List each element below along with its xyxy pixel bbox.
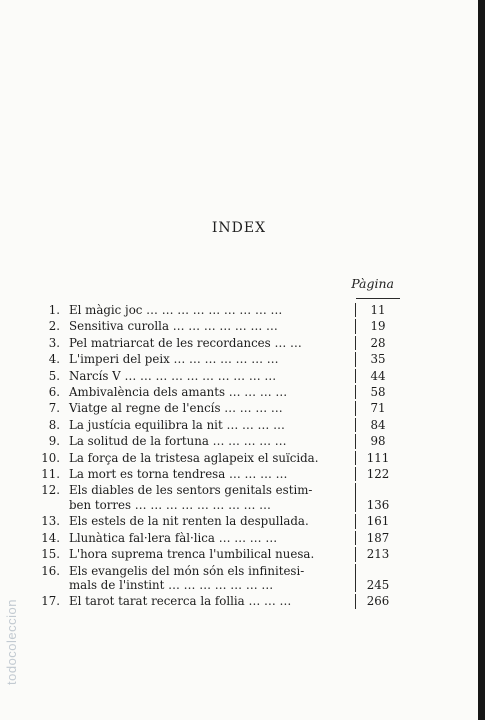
header-rule xyxy=(356,298,400,299)
entry-page-number xyxy=(355,467,400,481)
entry-title xyxy=(66,564,355,593)
page-number-text: 19 xyxy=(370,319,386,334)
entry-title xyxy=(66,531,355,545)
entry-page-number xyxy=(355,336,400,350)
page-number-text: 84 xyxy=(370,417,386,432)
entry-title-line: L'hora suprema trenca l'umbilical nuesa. xyxy=(69,547,315,562)
toc-entry xyxy=(30,351,400,367)
entry-page-number xyxy=(355,547,400,561)
toc-entry xyxy=(30,530,400,546)
entry-number: 11. xyxy=(41,467,60,482)
entry-title xyxy=(66,451,355,465)
toc-entry xyxy=(30,400,400,416)
entry-title-line: ben torres … … … … … … … … … xyxy=(69,497,271,512)
entry-number: 14. xyxy=(41,530,60,545)
entry-page-number xyxy=(355,352,400,366)
entry-title xyxy=(66,319,355,333)
entry-title-line: La justícia equilibra la nit … … … … xyxy=(69,417,285,432)
toc-entry xyxy=(30,417,400,433)
table-of-contents xyxy=(30,302,400,610)
entry-number: 9. xyxy=(48,434,60,449)
entry-title xyxy=(66,547,355,561)
entry-number: 15. xyxy=(41,547,60,562)
entry-title xyxy=(66,385,355,399)
entry-page-number xyxy=(355,594,400,608)
entry-page-number xyxy=(355,531,400,545)
entry-title-line: La força de la tristesa aglapeix el suïcida. xyxy=(69,450,319,465)
entry-title xyxy=(66,467,355,481)
entry-title xyxy=(66,352,355,366)
page-number-text: 161 xyxy=(366,514,390,529)
page-column-header: Pàgina xyxy=(351,276,394,291)
entry-title-line: Sensitiva curolla … … … … … … … xyxy=(69,319,278,334)
page-number-text: 98 xyxy=(370,434,386,449)
entry-page-number xyxy=(355,451,400,465)
toc-entry xyxy=(30,318,400,334)
entry-number: 4. xyxy=(48,352,60,367)
page-number-text: 28 xyxy=(370,335,386,350)
entry-number: 2. xyxy=(48,319,60,334)
page-title: INDEX xyxy=(211,220,267,236)
entry-title-line: Pel matriarcat de les recordances … … xyxy=(69,335,302,350)
entry-title xyxy=(66,434,355,448)
entry-title-line: El tarot tarat recerca la follia … … … xyxy=(69,594,292,609)
toc-entry xyxy=(30,593,400,609)
toc-entry xyxy=(30,563,400,594)
entry-number: 3. xyxy=(48,335,60,350)
toc-entry xyxy=(30,466,400,482)
toc-entry xyxy=(30,450,400,466)
entry-number: 12. xyxy=(41,483,60,498)
page-number-text: 111 xyxy=(366,450,390,465)
toc-entry xyxy=(30,513,400,529)
page-number-text: 187 xyxy=(366,530,390,545)
entry-page-number xyxy=(355,514,400,528)
entry-title-line: mals de l'instint … … … … … … … xyxy=(69,577,274,592)
entry-title-line: La mort es torna tendresa … … … … xyxy=(69,467,288,482)
entry-title-line: La solitud de la fortuna … … … … … xyxy=(69,434,287,449)
entry-number: 13. xyxy=(41,514,60,529)
entry-page-number xyxy=(355,483,400,512)
entry-title xyxy=(66,418,355,432)
entry-page-number xyxy=(355,369,400,383)
entry-title xyxy=(66,594,355,608)
page-number-text: 245 xyxy=(366,577,390,592)
entry-title-line: L'imperi del peix … … … … … … … xyxy=(69,352,279,367)
entry-title-line: Els estels de la nit renten la despullada. xyxy=(69,514,309,529)
entry-title-line: Narcís V … … … … … … … … … … xyxy=(69,368,277,383)
toc-entry xyxy=(30,433,400,449)
page-number-text: 213 xyxy=(366,547,390,562)
page-number-text: 35 xyxy=(370,352,386,367)
entry-number: 6. xyxy=(48,385,60,400)
entry-number: 10. xyxy=(41,450,60,465)
entry-title-line: Els evangelis del món són els infinitesi- xyxy=(69,563,305,578)
entry-title xyxy=(66,336,355,350)
entry-title-line: Viatge al regne de l'encís … … … … xyxy=(69,401,283,416)
entry-title-line: Ambivalència dels amants … … … … xyxy=(69,385,288,400)
entry-title xyxy=(66,514,355,528)
entry-title xyxy=(66,303,355,317)
entry-title-line: Els diables de les sentors genitals estim- xyxy=(69,483,313,498)
page-number-text: 71 xyxy=(370,401,386,416)
entry-number: 8. xyxy=(48,417,60,432)
watermark: todocoleccion xyxy=(4,599,19,685)
book-edge xyxy=(478,0,485,720)
toc-entry xyxy=(30,482,400,513)
entry-page-number xyxy=(355,303,400,317)
page-number-text: 11 xyxy=(370,303,386,317)
entry-page-number xyxy=(355,319,400,333)
entry-page-number xyxy=(355,434,400,448)
page-number-text: 44 xyxy=(370,368,386,383)
entry-title xyxy=(66,483,355,512)
entry-number: 17. xyxy=(41,594,60,609)
page-number-text: 136 xyxy=(366,497,390,512)
toc-entry xyxy=(30,302,400,318)
entry-page-number xyxy=(355,418,400,432)
entry-number: 7. xyxy=(48,401,60,416)
entry-title-line: El màgic joc … … … … … … … … … xyxy=(69,303,283,317)
entry-page-number xyxy=(355,385,400,399)
entry-title xyxy=(66,401,355,415)
toc-entry xyxy=(30,368,400,384)
page-number-text: 122 xyxy=(366,467,390,482)
entry-number: 1. xyxy=(48,303,60,317)
entry-number: 5. xyxy=(48,368,60,383)
toc-entry xyxy=(30,384,400,400)
toc-entry xyxy=(30,546,400,562)
entry-title xyxy=(66,369,355,383)
entry-number: 16. xyxy=(41,563,60,578)
entry-page-number xyxy=(355,401,400,415)
page-number-text: 266 xyxy=(366,594,390,609)
entry-page-number xyxy=(355,564,400,593)
page-number-text: 58 xyxy=(370,385,386,400)
entry-title-line: Llunàtica fal·lera fàl·lica … … … … xyxy=(69,530,278,545)
toc-entry xyxy=(30,335,400,351)
